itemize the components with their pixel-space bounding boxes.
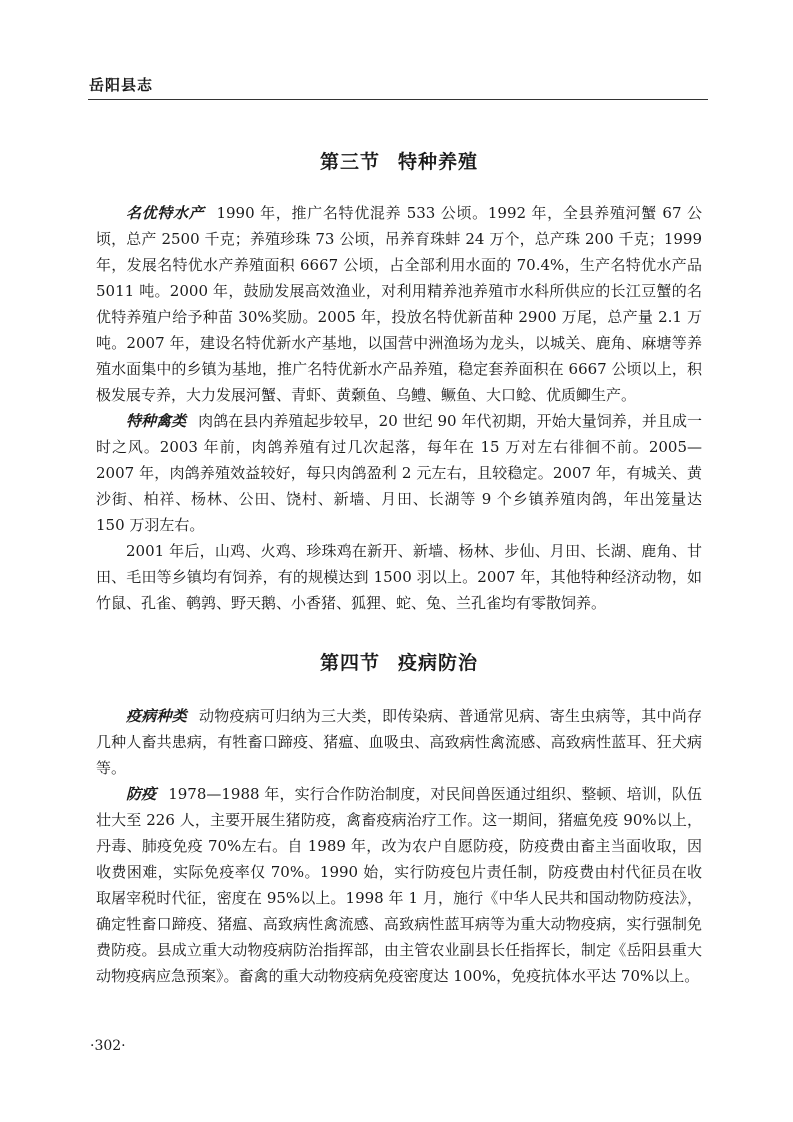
- paragraph-text: 肉鸽在县内养殖起步较早，20 世纪 90 年代初期，开始大量饲养，并且成一时之风。2003 年前，肉鸽养殖有过几次起落，每年在 15 万对左右徘徊不前。2005—2007 年，肉鸽养殖效益较好，每只肉鸽盈利 2 元左右，且较稳定。2007 年，有城关、黄沙街、柏祥、杨林、公田、饶村、新墙、月田、长湖等 9 个乡镇养殖肉鸽，年出笼量达 150 万羽左右。: [96, 412, 702, 534]
- page-number: ·302·: [90, 1038, 126, 1054]
- section-number: 第三节: [319, 151, 380, 173]
- section-name: 疫病防治: [398, 652, 479, 674]
- section-4-body: [96, 703, 702, 989]
- paragraph: [96, 408, 702, 538]
- running-head: 岳阳县志: [89, 76, 154, 94]
- paragraph-text: 2001 年后，山鸡、火鸡、珍珠鸡在新开、新墙、杨林、步仙、月田、长湖、鹿角、甘田、毛田等乡镇均有饲养，有的规模达到 1500 羽以上。2007 年，其他特种经济动物，如竹鼠、孔雀、鹌鹑、野天鹅、小香猪、狐狸、蛇、兔、兰孔雀均有零散饲养。: [96, 542, 702, 612]
- paragraph: [96, 200, 702, 408]
- section-number: 第四节: [319, 652, 380, 674]
- paragraph-lead: 名优特水产: [126, 204, 205, 222]
- paragraph-text: 1990 年，推广名特优混养 533 公顷。1992 年，全县养殖河蟹 67 公顷，总产 2500 千克；养殖珍珠 73 公顷，吊养育珠蚌 24 万个，总产珠 200 千克；1999 年，发展名特优水产养殖面积 6667 公顷，占全部利用水面的 70.4%，生产名特优水产品 5011 吨。2000 年，鼓励发展高效渔业，对利用精养池养殖市水科所供应的长江豆蟹的名优特养殖户给予种苗 30%奖励。2005 年，投放名特优新苗种 2900 万尾，总产量 2.1 万吨。2007 年，建设名特优新水产基地，以国营中洲渔场为龙头，以城关、鹿角、麻塘等养殖水面集中的乡镇为基地，推广名特优新水产品养殖，稳定套养面积在 6667 公顷以上，积极发展专养，大力发展河蟹、青虾、黄颡鱼、乌鳢、鳜鱼、大口鲶、优质鲫生产。: [96, 204, 702, 404]
- paragraph-lead: 防疫: [126, 785, 157, 803]
- section-3-body: [96, 200, 702, 616]
- paragraph: [96, 538, 702, 616]
- paragraph-text: 1978—1988 年，实行合作防治制度，对民间兽医通过组织、整顿、培训，队伍壮大至 226 人，主要开展生猪防疫，禽畜疫病治疗工作。这一期间，猪瘟免疫 90%以上，丹毒、肺疫免疫 70%左右。自 1989 年，改为农户自愿防疫，防疫费由畜主当面收取，因收费困难，实际免疫率仅 70%。1990 始，实行防疫包片责任制，防疫费由村代征员在收取屠宰税时代征，密度在 95%以上。1998 年 1 月，施行《中华人民共和国动物防疫法》，确定牲畜口蹄疫、猪瘟、高致病性禽流感、高致病性蓝耳病等为重大动物疫病，实行强制免费防疫。县成立重大动物疫病防治指挥部，由主管农业副县长任指挥长，制定《岳阳县重大动物疫病应急预案》。畜禽的重大动物疫病免疫密度达 100%，免疫抗体水平达 70%以上。: [96, 785, 702, 985]
- section-name: 特种养殖: [398, 151, 479, 173]
- section-title-4: [96, 648, 702, 675]
- paragraph-text: 动物疫病可归纳为三大类，即传染病、普通常见病、寄生虫病等，其中尚存几种人畜共患病，有牲畜口蹄疫、猪瘟、血吸虫、高致病性禽流感、高致病性蓝耳、狂犬病等。: [96, 707, 702, 777]
- paragraph: [96, 703, 702, 781]
- paragraph: [96, 781, 702, 989]
- header-rule: [88, 99, 708, 100]
- section-title-3: [96, 147, 702, 174]
- paragraph-lead: 疫病种类: [126, 707, 187, 725]
- paragraph-lead: 特种禽类: [126, 412, 187, 430]
